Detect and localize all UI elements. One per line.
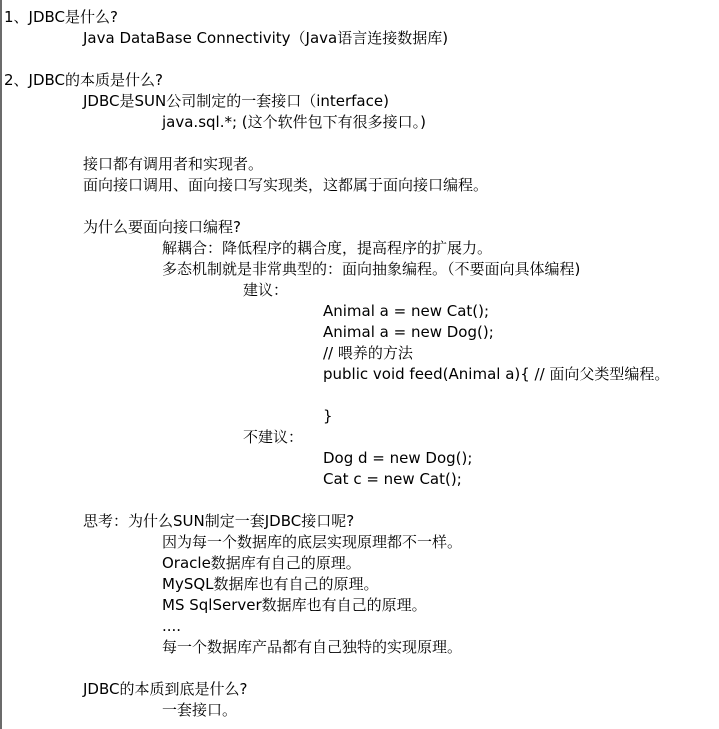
text-line: Dog d = new Dog(); [323,449,473,467]
blank-line [0,490,719,511]
text-line: 解耦合：降低程序的耦合度，提高程序的扩展力。 [162,239,493,257]
text-line: 2、JDBC的本质是什么? [4,71,163,89]
text-line: .... [162,617,182,635]
text-line: public void feed(Animal a){ // 面向父类型编程。 [323,365,670,383]
text-line: 因为每一个数据库的底层实现原理都不一样。 [162,533,463,551]
text-line: JDBC的本质到底是什么? [83,680,248,698]
blank-line [0,133,719,154]
text-line: Cat c = new Cat(); [323,470,462,488]
blank-line [0,49,719,70]
text-line: 建议： [243,281,289,299]
text-line: 思考：为什么SUN制定一套JDBC接口呢? [83,512,355,530]
text-line: java.sql.*; (这个软件包下有很多接口。) [162,113,426,131]
text-line: 为什么要面向接口编程? [83,218,241,236]
text-line: 多态机制就是非常典型的：面向抽象编程。（不要面向具体编程) [162,260,581,278]
text-line: MS SqlServer数据库也有自己的原理。 [162,596,427,614]
text-line: MySQL数据库也有自己的原理。 [162,575,379,593]
text-line: 一套接口。 [162,701,238,719]
text-document[interactable] [0,7,719,721]
text-line: 1、JDBC是什么? [4,8,118,26]
text-line: 面向接口调用、面向接口写实现类，这都属于面向接口编程。 [83,176,489,194]
text-line: Animal a = new Cat(); [323,302,490,320]
blank-line [0,385,719,406]
text-line: Java DataBase Connectivity（Java语言连接数据库) [83,29,449,47]
text-line: 接口都有调用者和实现者。 [83,155,264,173]
text-line: Oracle数据库有自己的原理。 [162,554,361,572]
text-line: Animal a = new Dog(); [323,323,494,341]
text-line: // 喂养的方法 [323,344,413,362]
blank-line [0,196,719,217]
text-line: } [323,407,333,425]
text-line: 不建议： [243,428,304,446]
text-line: JDBC是SUN公司制定的一套接口（interface) [83,92,389,110]
text-line: 每一个数据库产品都有自己独特的实现原理。 [162,638,463,656]
blank-line [0,658,719,679]
